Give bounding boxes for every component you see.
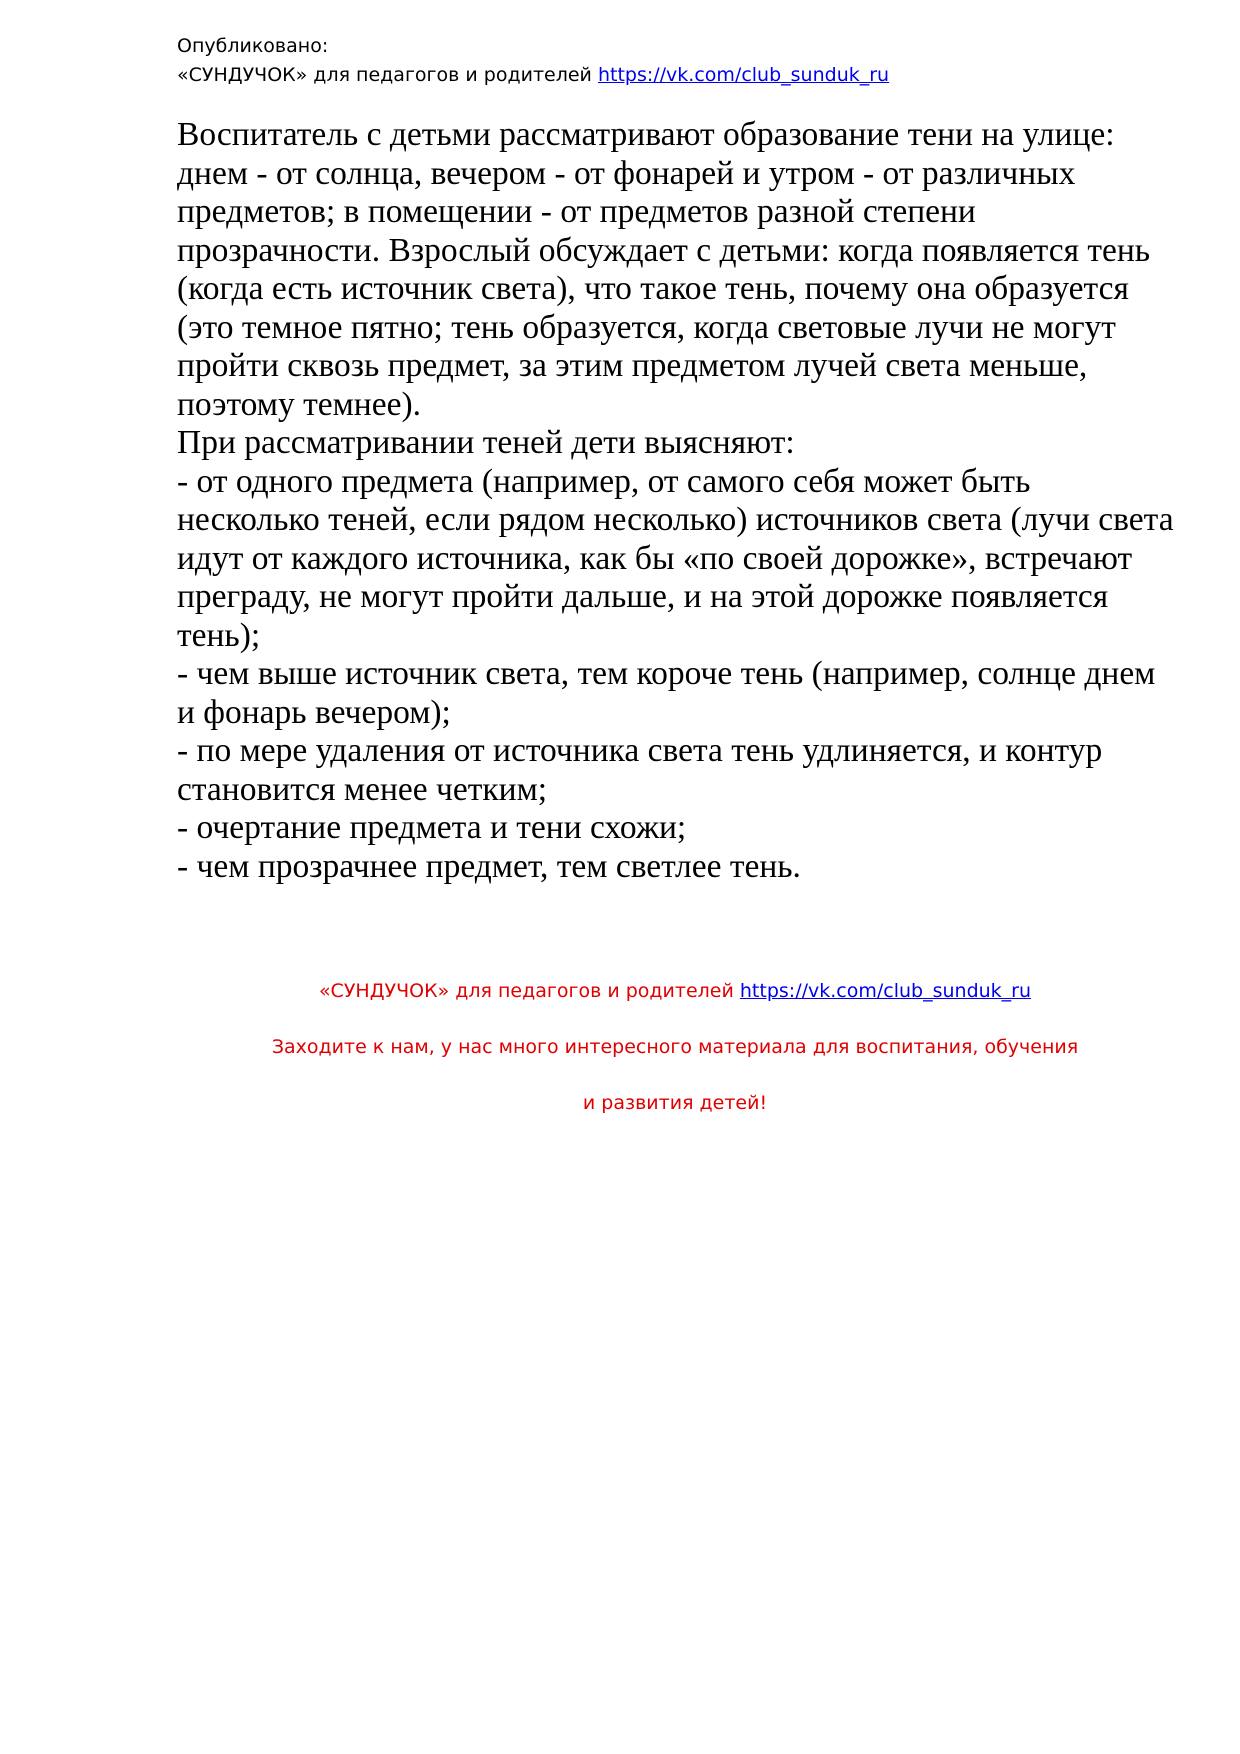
finding-item-2: - чем выше источник света, тем короче тень (например, солнце днем и фонарь вечером);: [177, 655, 1156, 731]
footer-group-link[interactable]: https://vk.com/club_sunduk_ru: [739, 980, 1032, 1002]
published-label: Опубликовано:: [177, 35, 329, 57]
footer-group-name: «СУНДУЧОК» для педагогов и родителей: [318, 980, 740, 1002]
finding-item-4: - очертание предмета и тени схожи;: [177, 809, 687, 846]
header-group-link[interactable]: https://vk.com/club_sunduk_ru: [597, 64, 890, 86]
finding-item-5: - чем прозрачнее предмет, тем светлее тень.: [177, 847, 801, 885]
findings-intro: При рассматривании теней дети выясняют:: [177, 424, 795, 461]
footer-invite-line-2: и развития детей!: [582, 1092, 768, 1114]
header-group-name: «СУНДУЧОК» для педагогов и родителей: [177, 64, 598, 86]
publication-header: [177, 32, 889, 90]
finding-item-1: - от одного предмета (например, от самого себя может быть несколько теней, если рядом несколько) источников света (лучи света идут от каждого источника, как бы «по своей дорожке», встречают преграду, не могут пройти дальше, и на этой дорожке появляется тень);: [177, 462, 1174, 654]
footer-invite-line-1: Заходите к нам, у нас много интересного материала для воспитания, обучения: [271, 1036, 1079, 1058]
header-source-line: [177, 61, 889, 90]
footer-source-line: [177, 978, 1173, 1034]
article-body: [177, 116, 1177, 886]
promo-footer: [177, 978, 1173, 1146]
intro-paragraph: Воспитатель с детьми рассматривают образование тени на улице: днем - от солнца, вечером - от фонарей и утром - от различных предметов; в помещении - от предметов разной степени прозрачности. Взрослый обсуждает с детьми: когда появляется тень (когда есть источник света), что такое тень, почему она образуется (это темное пятно; тень образуется, когда световые лучи не могут пройти сквозь предмет, за этим предметом лучей света меньше, поэтому темнее).: [177, 116, 1151, 423]
finding-item-3: - по мере удаления от источника света тень удлиняется, и контур становится менее четким;: [177, 732, 1103, 808]
